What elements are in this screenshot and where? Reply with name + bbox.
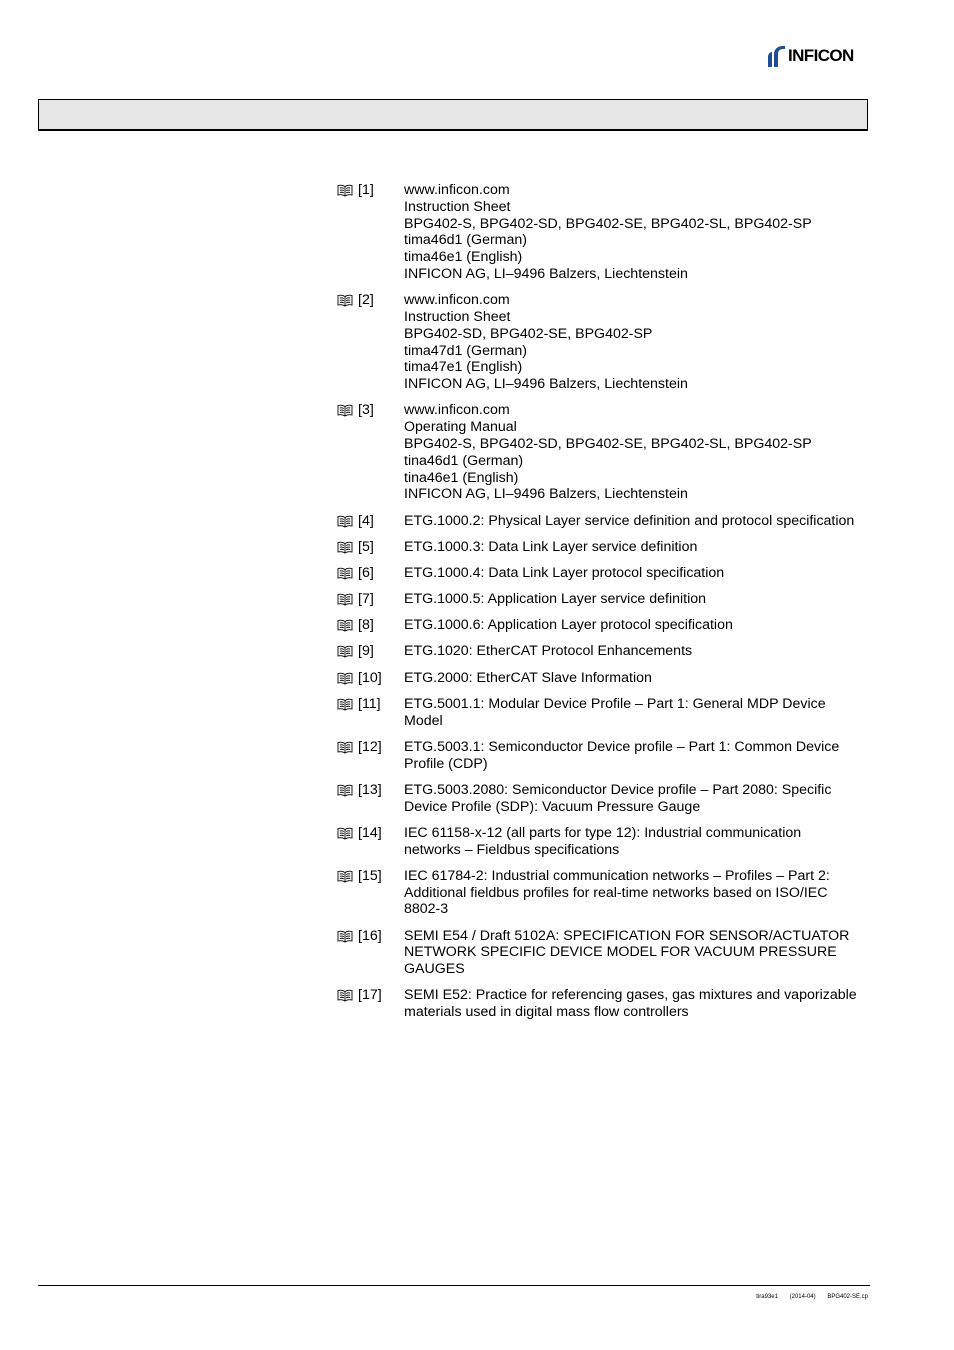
reference-text xyxy=(404,987,872,1021)
reference-marker xyxy=(337,402,404,503)
reference-number: [3] xyxy=(358,402,374,419)
reference-line: Operating Manual xyxy=(404,419,517,436)
reference-text xyxy=(404,565,872,582)
reference-item xyxy=(337,402,872,503)
reference-line: IEC 61784-2: Industrial communication networks – Profiles – Part 2: xyxy=(404,867,830,884)
book-icon xyxy=(337,404,353,417)
reference-item xyxy=(337,782,872,816)
reference-list xyxy=(337,182,872,1030)
book-icon xyxy=(337,989,353,1002)
reference-line: www.inficon.com xyxy=(404,292,510,309)
reference-text xyxy=(404,825,872,859)
reference-line: Model xyxy=(404,712,443,729)
reference-line: tina46e1 (English) xyxy=(404,469,519,486)
reference-line: ETG.5003.2080: Semiconductor Device profile – Part 2080: Specific xyxy=(404,781,832,798)
footer-meta xyxy=(746,1294,868,1300)
reference-line: ETG.5003.1: Semiconductor Device profile – Part 1: Common Device xyxy=(404,738,840,755)
reference-text xyxy=(404,643,872,660)
reference-item xyxy=(337,565,872,582)
reference-item xyxy=(337,825,872,859)
reference-line: Instruction Sheet xyxy=(404,198,511,215)
book-icon xyxy=(337,294,353,307)
reference-text xyxy=(404,591,872,608)
reference-line: SEMI E52: Practice for referencing gases, gas mixtures and vaporizable xyxy=(404,987,857,1004)
inficon-logo-icon xyxy=(767,44,787,68)
reference-text xyxy=(404,402,872,503)
reference-text xyxy=(404,617,872,634)
reference-line: ETG.1000.4: Data Link Layer protocol specification xyxy=(404,564,725,581)
reference-item xyxy=(337,670,872,687)
reference-marker xyxy=(337,782,404,816)
book-icon xyxy=(337,645,353,658)
reference-number: [6] xyxy=(358,564,374,581)
book-icon xyxy=(337,827,353,840)
reference-text xyxy=(404,928,872,978)
reference-number: [15] xyxy=(358,867,382,884)
reference-number: [11] xyxy=(358,695,381,712)
reference-line: INFICON AG, LI–9496 Balzers, Liechtenstein xyxy=(404,486,688,503)
reference-text xyxy=(404,539,872,556)
book-icon xyxy=(337,515,353,528)
brand-name: INFICON xyxy=(788,46,854,65)
reference-marker xyxy=(337,643,404,660)
footer-file: BPG402-SE.cp xyxy=(827,1294,868,1300)
reference-line: Profile (CDP) xyxy=(404,755,488,772)
reference-number: [5] xyxy=(358,538,374,555)
reference-line: ETG.1000.6: Application Layer protocol specification xyxy=(404,617,733,634)
reference-line: tima46e1 (English) xyxy=(404,249,523,266)
brand-logo xyxy=(767,44,854,68)
reference-number: [2] xyxy=(358,292,374,309)
reference-item xyxy=(337,868,872,918)
reference-line: GAUGES xyxy=(404,961,465,978)
book-icon xyxy=(337,184,353,197)
reference-line: www.inficon.com xyxy=(404,402,510,419)
reference-line: ETG.5001.1: Modular Device Profile – Part 1: General MDP Device xyxy=(404,695,826,712)
book-icon xyxy=(337,741,353,754)
reference-number: [4] xyxy=(358,512,374,529)
reference-marker xyxy=(337,292,404,393)
reference-marker xyxy=(337,513,404,530)
reference-number: [9] xyxy=(358,643,374,660)
reference-line: 8802-3 xyxy=(404,901,449,918)
book-icon xyxy=(337,619,353,632)
reference-text xyxy=(404,696,872,730)
section-header-bar xyxy=(38,99,868,131)
footer-date: (2014-04) xyxy=(789,1294,816,1300)
reference-number: [14] xyxy=(358,824,382,841)
reference-marker xyxy=(337,182,404,283)
reference-item xyxy=(337,591,872,608)
reference-marker xyxy=(337,868,404,918)
book-icon xyxy=(337,784,353,797)
reference-item xyxy=(337,292,872,393)
reference-item xyxy=(337,182,872,283)
reference-item xyxy=(337,696,872,730)
reference-text xyxy=(404,739,872,773)
reference-line: tima46d1 (German) xyxy=(404,232,528,249)
footer-doc-id: tira93e1 xyxy=(756,1294,778,1300)
reference-text xyxy=(404,292,872,393)
reference-line: ETG.1000.3: Data Link Layer service definition xyxy=(404,538,698,555)
reference-marker xyxy=(337,591,404,608)
book-icon xyxy=(337,930,353,943)
reference-number: [17] xyxy=(358,987,382,1004)
reference-text xyxy=(404,868,872,918)
reference-line: BPG402-SD, BPG402-SE, BPG402-SP xyxy=(404,325,653,342)
reference-line: ETG.1000.5: Application Layer service definition xyxy=(404,591,707,608)
reference-number: [7] xyxy=(358,591,374,608)
reference-item xyxy=(337,928,872,978)
reference-line: INFICON AG, LI–9496 Balzers, Liechtenstein xyxy=(404,376,688,393)
reference-line: ETG.1000.2: Physical Layer service definition and protocol specification xyxy=(404,512,855,529)
footer-divider xyxy=(38,1285,870,1286)
reference-text xyxy=(404,513,872,530)
reference-marker xyxy=(337,565,404,582)
reference-marker xyxy=(337,670,404,687)
reference-marker xyxy=(337,617,404,634)
reference-number: [16] xyxy=(358,927,382,944)
reference-line: NETWORK SPECIFIC DEVICE MODEL FOR VACUUM PRESSURE xyxy=(404,944,837,961)
reference-line: IEC 61158-x-12 (all parts for type 12): Industrial communication xyxy=(404,824,802,841)
reference-line: INFICON AG, LI–9496 Balzers, Liechtenstein xyxy=(404,265,688,282)
reference-item xyxy=(337,643,872,660)
book-icon xyxy=(337,870,353,883)
reference-number: [8] xyxy=(358,617,374,634)
reference-item xyxy=(337,539,872,556)
book-icon xyxy=(337,541,353,554)
reference-text xyxy=(404,182,872,283)
reference-line: Device Profile (SDP): Vacuum Pressure Gauge xyxy=(404,798,701,815)
reference-marker xyxy=(337,928,404,978)
reference-number: [1] xyxy=(358,182,374,198)
reference-line: tima47e1 (English) xyxy=(404,359,523,376)
reference-number: [12] xyxy=(358,738,382,755)
reference-number: [13] xyxy=(358,781,382,798)
reference-line: ETG.1020: EtherCAT Protocol Enhancements xyxy=(404,643,693,660)
reference-marker xyxy=(337,539,404,556)
reference-text xyxy=(404,670,872,687)
reference-line: Instruction Sheet xyxy=(404,308,511,325)
reference-line: materials used in digital mass flow controllers xyxy=(404,1004,689,1021)
reference-item xyxy=(337,987,872,1021)
reference-line: tima47d1 (German) xyxy=(404,342,528,359)
reference-item xyxy=(337,739,872,773)
reference-line: Additional fieldbus profiles for real-time networks based on ISO/IEC xyxy=(404,884,828,901)
reference-marker xyxy=(337,696,404,730)
book-icon xyxy=(337,567,353,580)
reference-line: www.inficon.com xyxy=(404,182,510,198)
reference-line: networks – Fieldbus specifications xyxy=(404,841,620,858)
book-icon xyxy=(337,672,353,685)
reference-item xyxy=(337,617,872,634)
reference-line: tina46d1 (German) xyxy=(404,452,524,469)
reference-item xyxy=(337,513,872,530)
reference-line: SEMI E54 / Draft 5102A: SPECIFICATION FOR SENSOR/ACTUATOR xyxy=(404,927,850,944)
reference-number: [10] xyxy=(358,669,382,686)
reference-text xyxy=(404,782,872,816)
reference-line: ETG.2000: EtherCAT Slave Information xyxy=(404,669,652,686)
reference-line: BPG402-S, BPG402-SD, BPG402-SE, BPG402-SL, BPG402-SP xyxy=(404,435,812,452)
book-icon xyxy=(337,698,353,711)
book-icon xyxy=(337,593,353,606)
reference-marker xyxy=(337,987,404,1021)
reference-marker xyxy=(337,739,404,773)
reference-marker xyxy=(337,825,404,859)
reference-line: BPG402-S, BPG402-SD, BPG402-SE, BPG402-SL, BPG402-SP xyxy=(404,215,812,232)
